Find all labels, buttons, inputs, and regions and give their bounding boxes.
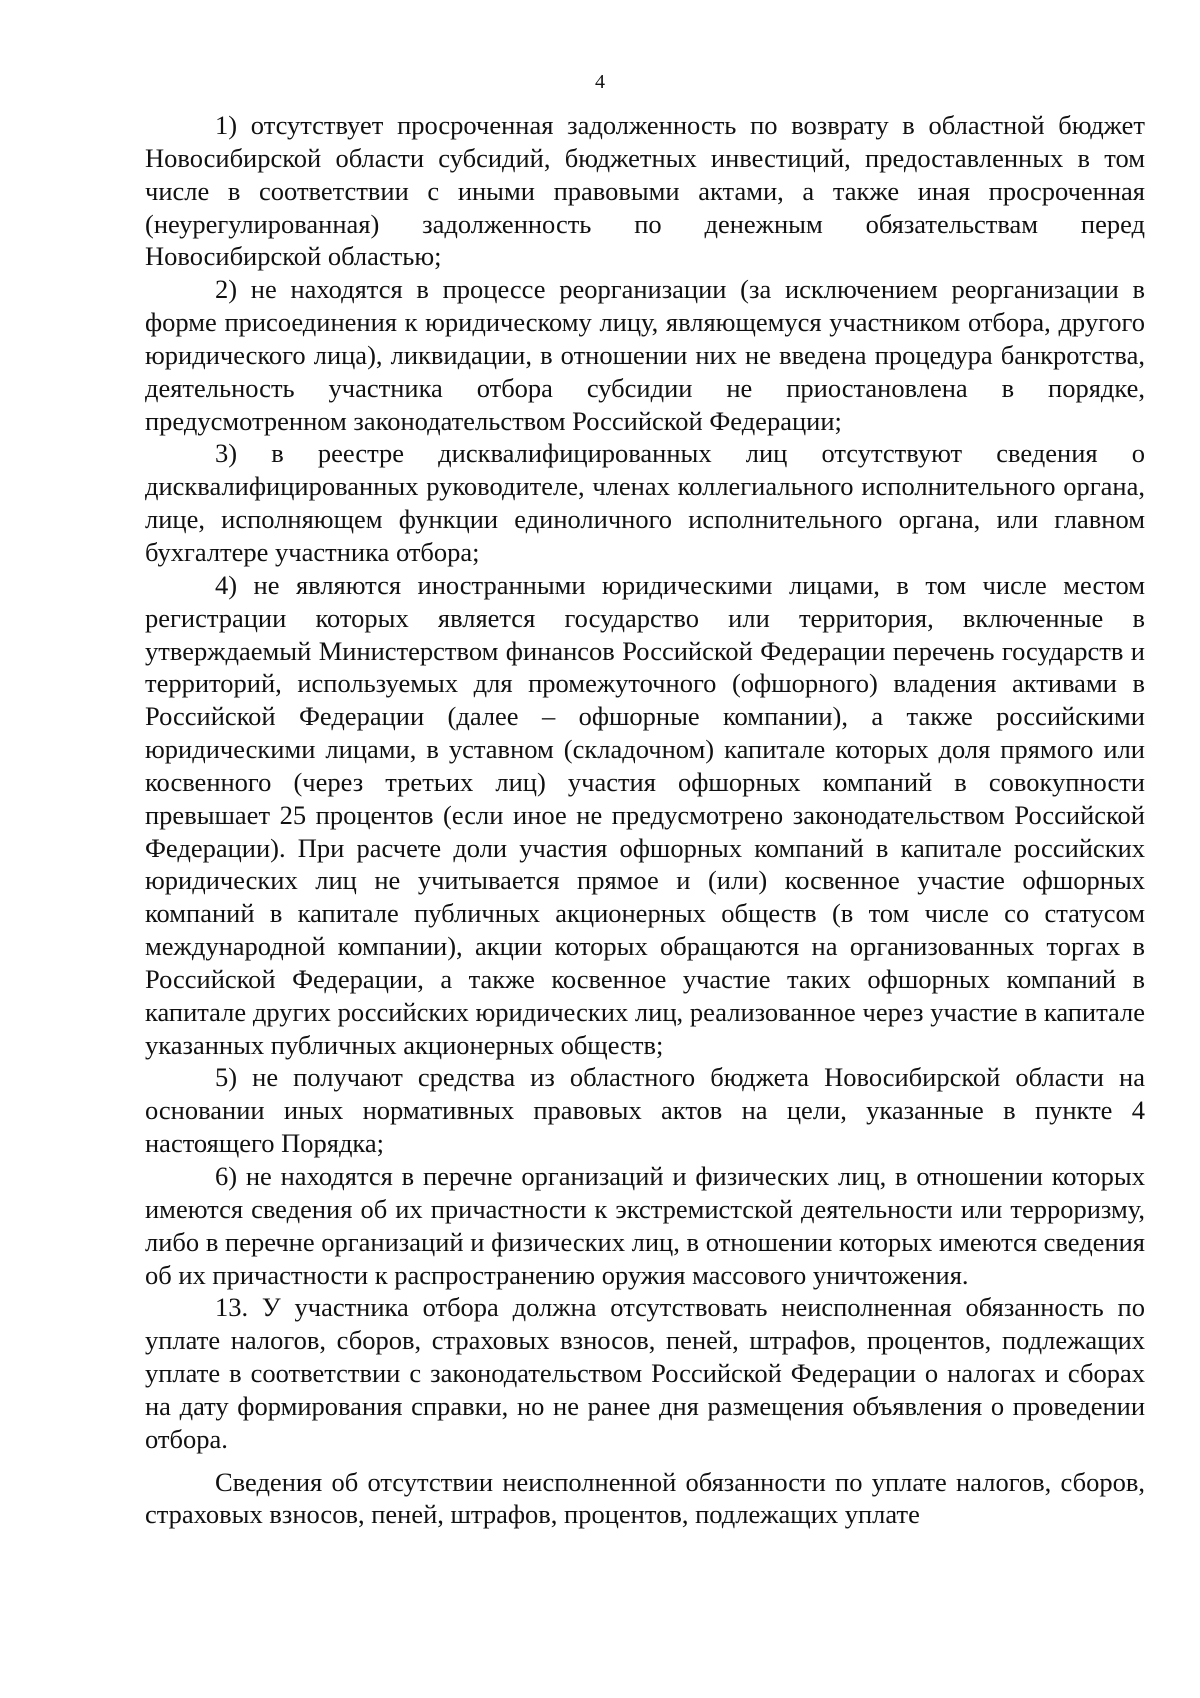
paragraph-item-4: 4) не являются иностранными юридическими лицами, в том числе местом регистрации которых является государство или территория, включенные в утверждаемый Министерством финансов Российской Федерации перечень государств и территорий, используемых для промежуточного (офшорного) владения активами в Российской Федерации (далее – офшорные компании), а также российскими юридическими лицами, в уставном (складочном) капитале которых доля прямого или косвенного (через третьих лиц) участия офшорных компаний в совокупности превышает 25 процентов (если иное не предусмотрено законодательством Российской Федерации). При расчете доли участия офшорных компаний в капитале российских юридических лиц не учитывается прямое и (или) косвенное участие офшорных компаний в капитале публичных акционерных обществ (в том числе со статусом международной компании), акции которых обращаются на организованных торгах в Российской Федерации, а также косвенное участие таких офшорных компаний в капитале других российских юридических лиц, реализованное через участие в капитале указанных публичных акционерных обществ;: [145, 569, 1145, 1060]
paragraph-item-2: 2) не находятся в процессе реорганизации (за исключением реорганизации в форме присоединения к юридическому лицу, являющемуся участником отбора, другого юридического лица), ликвидации, в отношении них не введена процедура банкротства, деятельность участника отбора субсидии не приостановлена в порядке, предусмотренном законодательством Российской Федерации;: [145, 274, 1145, 436]
paragraph-item-1: 1) отсутствует просроченная задолженность по возврату в областной бюджет Новосибирской области субсидий, бюджетных инвестиций, предоставленных в том числе в соответствии с иными правовыми актами, а также иная просроченная (неурегулированная) задолженность по денежным обязательствам перед Новосибирской областью;: [145, 110, 1145, 272]
document-body: [145, 109, 1145, 1531]
paragraph-tax-info: Сведения об отсутствии неисполненной обязанности по уплате налогов, сборов, страховых взносов, пеней, штрафов, процентов, подлежащих уплате: [145, 1466, 1145, 1530]
paragraph-item-5: 5) не получают средства из областного бюджета Новосибирской области на основании иных нормативных правовых актов на цели, указанные в пункте 4 настоящего Порядка;: [145, 1062, 1145, 1159]
paragraph-item-6: 6) не находятся в перечне организаций и физических лиц, в отношении которых имеются сведения об их причастности к экстремистской деятельности или терроризму, либо в перечне организаций и физических лиц, в отношении которых имеются сведения об их причастности к распространению оружия массового уничтожения.: [145, 1161, 1145, 1290]
paragraph-item-3: 3) в реестре дисквалифицированных лиц отсутствуют сведения о дисквалифицированных руководителе, членах коллегиального исполнительного органа, лице, исполняющем функции единоличного исполнительного органа, или главном бухгалтере участника отбора;: [145, 438, 1145, 567]
page-number: 4: [595, 71, 605, 93]
paragraph-13: 13. У участника отбора должна отсутствовать неисполненная обязанность по уплате налогов, сборов, страховых взносов, пеней, штрафов, процентов, подлежащих уплате в соответствии с законодательством Российской Федерации о налогах и сборах на дату формирования справки, но не ранее дня размещения объявления о проведении отбора.: [145, 1292, 1145, 1454]
